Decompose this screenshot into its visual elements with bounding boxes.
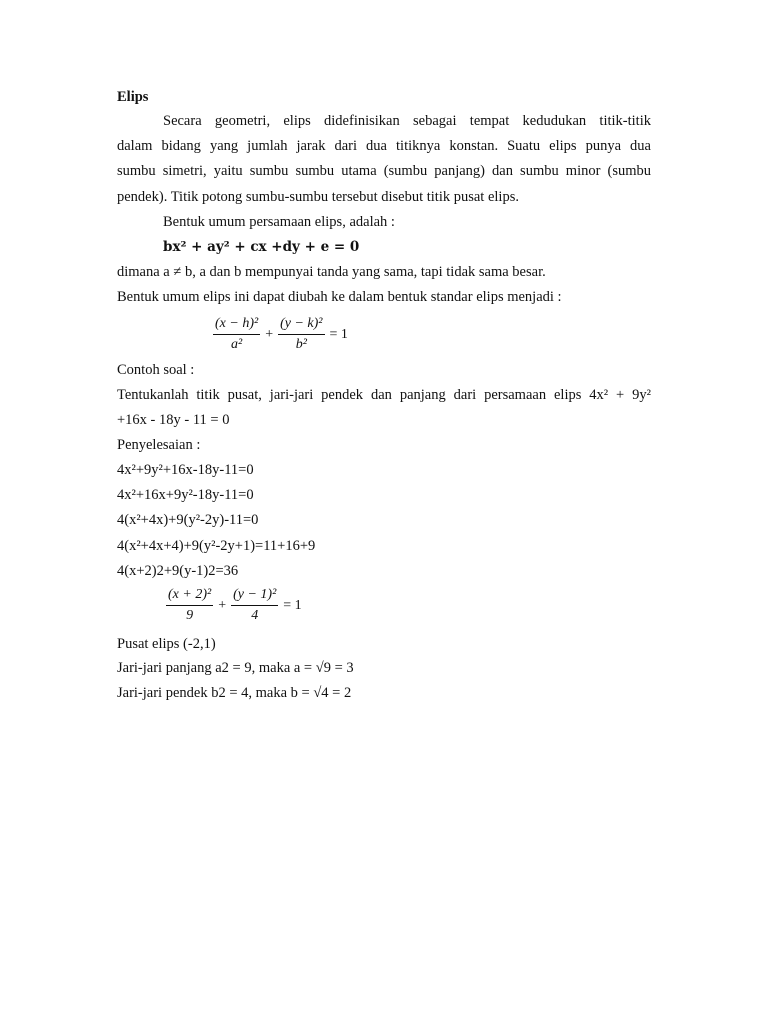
question-line: +16x - 18y - 11 = 0 — [117, 412, 230, 428]
question-line: Tentukanlah titik pusat, jari-jari pendek dan panjang dari persamaan elips 4x² + 9y² — [117, 387, 651, 403]
equals-one: = 1 — [329, 326, 348, 342]
numerator: (y − k)² — [278, 316, 324, 335]
denominator: b² — [295, 337, 307, 352]
general-equation: bx² + ay² + cx +dy + e = 0 — [163, 239, 360, 255]
solution-step: 4(x²+4x+4)+9(y²-2y+1)=11+16+9 — [117, 538, 316, 554]
standard-equation — [210, 316, 350, 353]
equals-one: = 1 — [283, 597, 302, 613]
result-line: Jari-jari pendek b2 = 4, maka b = √4 = 2 — [117, 685, 352, 701]
numerator: (x + 2)² — [166, 587, 213, 606]
numerator: (y − 1)² — [231, 587, 278, 606]
example-label: Contoh soal : — [117, 362, 195, 378]
solution-step: 4x²+9y²+16x-18y-11=0 — [117, 462, 254, 478]
intro-line: pendek). Titik potong sumbu-sumbu tersebut disebut titik pusat elips. — [117, 189, 519, 205]
general-form-label: Bentuk umum persamaan elips, adalah : — [163, 214, 395, 230]
result-line: Jari-jari panjang a2 = 9, maka a = √9 = 3 — [117, 660, 354, 676]
denominator: a² — [230, 337, 243, 352]
plus-sign: + — [218, 597, 227, 613]
condition-text: dimana a ≠ b, a dan b mempunyai tanda yang sama, tapi tidak sama besar. — [117, 264, 546, 280]
denominator: 9 — [186, 608, 194, 623]
section-title: Elips — [117, 89, 149, 105]
solution-step: 4(x²+4x)+9(y²-2y)-11=0 — [117, 512, 259, 528]
result-equation — [163, 587, 304, 624]
intro-line: Secara geometri, elips didefinisikan sebagai tempat kedudukan titik-titik — [163, 113, 651, 129]
plus-sign: + — [265, 326, 274, 342]
numerator: (x − h)² — [213, 316, 260, 335]
solution-label: Penyelesaian : — [117, 437, 201, 453]
intro-line: dalam bidang yang jumlah jarak dari dua titiknya konstan. Suatu elips punya dua — [117, 138, 651, 154]
solution-step: 4(x+2)2+9(y-1)2=36 — [117, 563, 239, 579]
result-line: Pusat elips (-2,1) — [117, 636, 216, 652]
solution-step: 4x²+16x+9y²-18y-11=0 — [117, 487, 254, 503]
denominator: 4 — [251, 608, 259, 623]
standard-form-label: Bentuk umum elips ini dapat diubah ke dalam bentuk standar elips menjadi : — [117, 289, 562, 305]
intro-line: sumbu simetri, yaitu sumbu sumbu utama (sumbu panjang) dan sumbu minor (sumbu — [117, 163, 651, 179]
